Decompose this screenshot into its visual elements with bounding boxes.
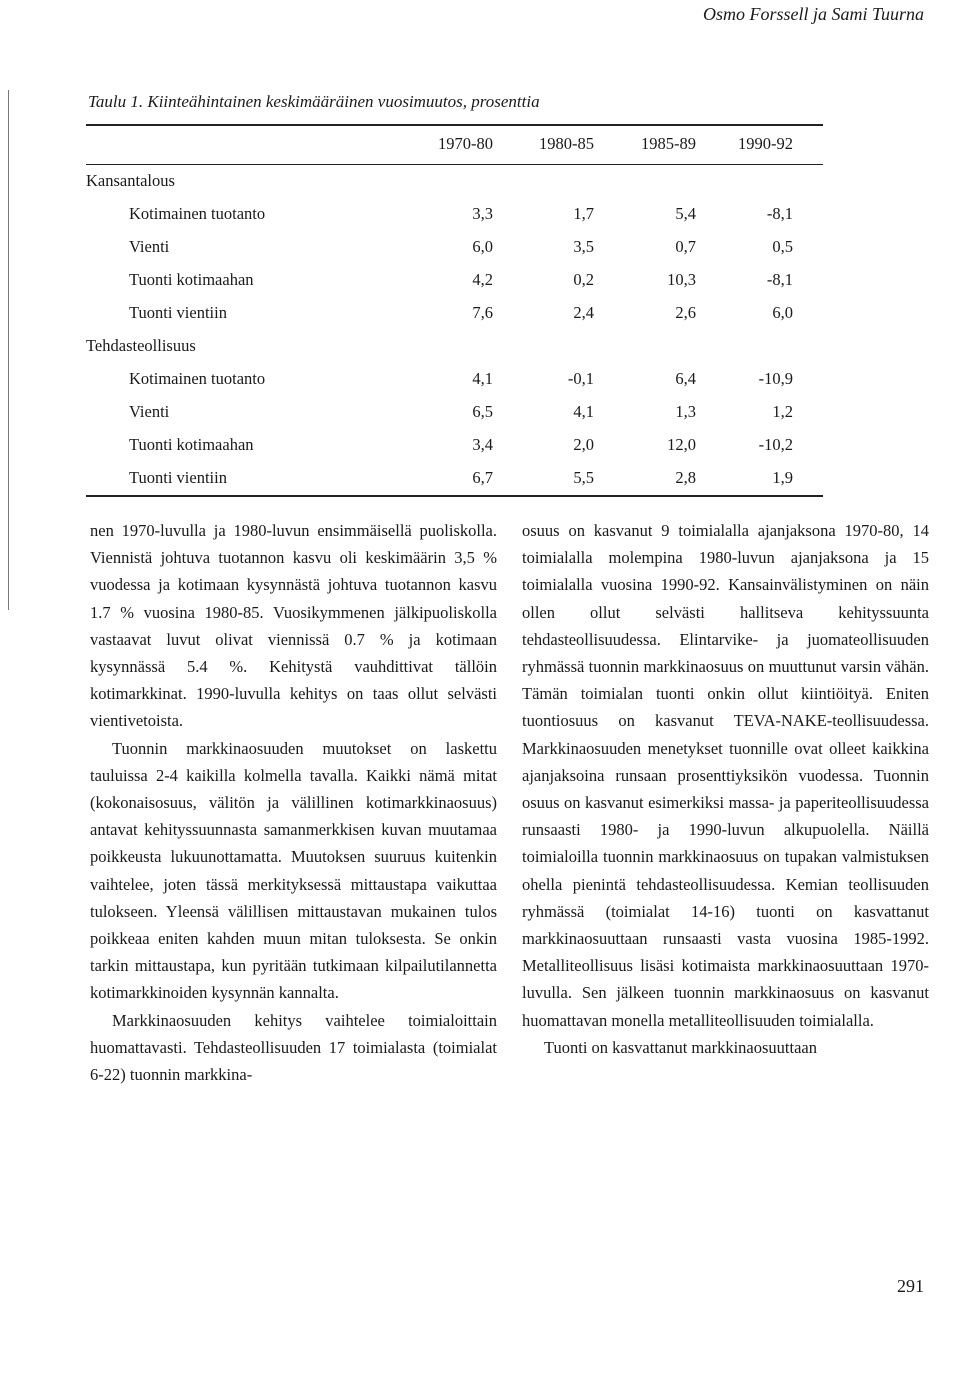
page-number: 291 [897,1276,924,1296]
table-cell: 0,7 [675,237,696,257]
table-row [86,198,823,231]
table-cell: 2,4 [573,303,594,323]
table-cell: 1,9 [772,468,793,488]
table-row [86,264,823,297]
table-cell: 6,0 [772,303,793,323]
table-row [86,231,823,264]
table-cell: 6,7 [472,468,493,488]
table-cell: -10,2 [758,435,793,455]
paragraph: nen 1970-luvulla ja 1980-luvun ensimmäisellä puoliskolla. Viennistä johtuva tuotannon kasvu oli keskimäärin 3,5 % vuodessa ja kotimaan kysynnästä johtuva tuotannon kasvu 1.7 % vuosina 1980-85. Vuosikymmenen jälkipuoliskolla vastaavat luvut olivat viennissä 0.7 % ja kotimaan kysynnässä 5.4 %. Kehitystä vauhdittivat tällöin kotimarkkinat. 1990-luvulla kehitys on taas ollut selvästi vientivetoista. [90,521,497,731]
table-cell: 5,4 [675,204,696,224]
paragraph: Tuonti on kasvattanut markkinaosuuttaan [544,1037,817,1057]
table-cell: 3,5 [573,237,594,257]
table-cell: 6,0 [472,237,493,257]
section-title-row [86,330,823,363]
table-bottom-rule [86,495,823,497]
margin-rule [8,90,9,610]
paragraph: osuus on kasvanut 9 toimialalla ajanjaksona 1970-80, 14 toimialalla molempina 1980-luvun ajanjaksona ja 15 toimialalla vuosina 1990-92. Kansainvälistyminen on näin ollen ollut selvästi hallitseva kehityssuunta tehdasteollisuudessa. Elintarvike- ja juomateollisuuden ryhmässä tuonnin markkinaosuus on muuttunut varsin vähän. Tämän toimialan tuonti onkin ollut kiintiöityä. Eniten tuontiosuus on kasvanut TEVA-NAKE-teollisuudessa. Markkinaosuuden menetykset tuonnille ovat olleet kaikkina ajanjaksoina runsaan prosenttiyksikön vuodessa. Tuonnin osuus on kasvanut esimerkiksi massa- ja paperiteollisuudessa runsaasti 1980- ja 1990-luvun alkupuolella. Näillä toimialoilla tuonnin markkinaosuus on tupakan valmistuksen ohella pienintä tehdasteollisuudessa. Kemian teollisuuden ryhmässä (toimialat 14-16) tuonti on kasvattanut markkinaosuuttaan runsaasti vasta vuosina 1985-1992. Metalliteollisuus lisäsi kotimaista markkinaosuuttaan 1970-luvulla. Sen jälkeen tuonnin markkinaosuus on kasvanut huomattavan monella metalliteollisuuden toimialalla. [522,521,929,1030]
table-caption: Taulu 1. Kiinteähintainen keskimääräinen vuosimuutos, prosenttia [88,92,540,111]
row-label: Tuonti kotimaahan [129,270,254,290]
table-cell: 7,6 [472,303,493,323]
table-cell: 2,6 [675,303,696,323]
table-cell: 4,2 [472,270,493,290]
table-cell: 6,5 [472,402,493,422]
row-label: Tuonti vientiin [129,303,227,323]
table-row [86,297,823,330]
table-cell: 10,3 [667,270,696,290]
row-label: Tuonti vientiin [129,468,227,488]
table-cell: 2,8 [675,468,696,488]
table-row [86,462,823,495]
table-cell: 0,5 [772,237,793,257]
row-label: Kotimainen tuotanto [129,204,266,224]
table-row [86,363,823,396]
column-header: 1980-85 [539,134,594,153]
column-header: 1985-89 [641,134,696,153]
section-title: Kansantalous [86,171,175,191]
body-column-right [522,517,929,1061]
data-table [86,124,823,497]
table-cell: 1,7 [573,204,594,224]
paragraph: Tuonnin markkinaosuuden muutokset on laskettu tauluissa 2-4 kaikilla kolmella tavalla. Kaikki nämä mitat (kokonaisosuus, välitön ja välillinen kotimarkkinaosuus) antavat kehityssuunnasta samanmerkkisen kuvan muutamaa poikkeusta lukuunottamatta. Muutoksen suuruus kuitenkin vaihtelee, joten tässä merkityksessä mittaustapa vaikuttaa tulokseen. Yleensä välillisen mittaustavan mukainen tulos poikkeaa eniten kahden muun mitan tuloksesta. Se onkin tarkin mittaustapa, kun pyritään tutkimaan kilpailutilannetta kotimarkkinoiden kysynnän kannalta. [90,738,497,1003]
table-cell: 4,1 [472,369,493,389]
table-header-row [86,126,823,164]
row-label: Vienti [129,402,170,422]
table-cell: 6,4 [675,369,696,389]
table-cell: 3,4 [472,435,493,455]
table-cell: 1,2 [772,402,793,422]
column-header: 1970-80 [438,134,493,153]
table-cell: 1,3 [675,402,696,422]
table-cell: -10,9 [758,369,793,389]
table-cell: 12,0 [667,435,696,455]
table-row [86,429,823,462]
body-column-left [90,517,497,1088]
row-label: Vienti [129,237,170,257]
section-title: Tehdasteollisuus [86,336,196,356]
section-title-row [86,165,823,198]
column-header: 1990-92 [738,134,793,153]
running-head: Osmo Forssell ja Sami Tuurna [702,4,924,24]
table-cell: 5,5 [573,468,594,488]
table-cell: 2,0 [573,435,594,455]
table-cell: 3,3 [472,204,493,224]
table-row [86,396,823,429]
table-cell: 0,2 [573,270,594,290]
table-cell: -8,1 [766,270,793,290]
table-cell: -0,1 [567,369,594,389]
row-label: Kotimainen tuotanto [129,369,266,389]
paragraph: Markkinaosuuden kehitys vaihtelee toimialoittain huomattavasti. Tehdasteollisuuden 17 toimialasta (toimialat 6-22) tuonnin markkina- [90,1010,497,1085]
table-cell: -8,1 [766,204,793,224]
row-label: Tuonti kotimaahan [129,435,254,455]
table-cell: 4,1 [573,402,594,422]
